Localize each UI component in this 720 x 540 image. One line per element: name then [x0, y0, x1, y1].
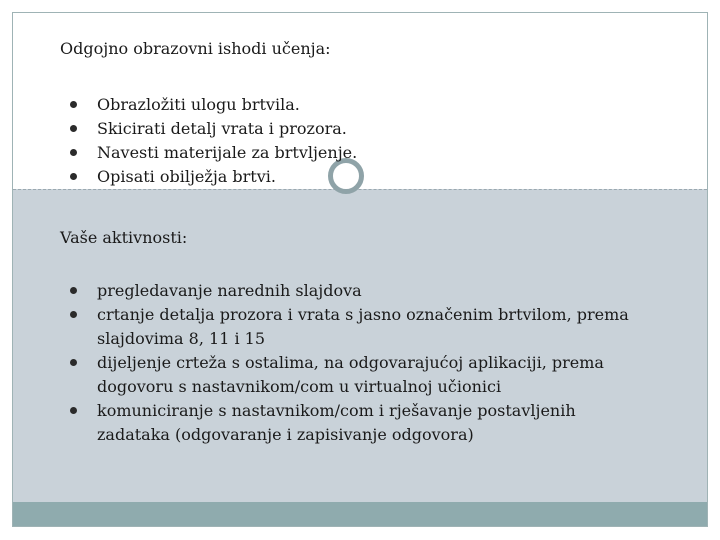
outcomes-heading: Odgojno obrazovni ishodi učenja: — [60, 39, 331, 58]
bullet-icon — [70, 173, 77, 180]
footer-bar — [13, 502, 707, 526]
bullet-icon — [70, 407, 77, 414]
list-item: Skicirati detalj vrata i prozora. — [60, 117, 357, 141]
bullet-icon — [70, 287, 77, 294]
bullet-icon — [70, 311, 77, 318]
bullet-icon — [70, 125, 77, 132]
list-item: crtanje detalja prozora i vrata s jasno označenim brtvilom, prema slajdovima 8, 11 i 15 — [60, 303, 650, 351]
list-item: Obrazložiti ulogu brtvila. — [60, 93, 357, 117]
list-item: dijeljenje crteža s ostalima, na odgovarajućoj aplikaciji, prema dogovoru s nastavnikom/com u virtualnoj učionici — [60, 351, 650, 399]
list-item: Opisati obilježja brtvi. — [60, 165, 357, 189]
list-item: Navesti materijale za brtvljenje. — [60, 141, 357, 165]
slide — [12, 12, 708, 527]
list-item: komuniciranje s nastavnikom/com i rješavanje postavljenih zadataka (odgovaranje i zapisivanje odgovora) — [60, 399, 650, 447]
activities-heading: Vaše aktivnosti: — [60, 228, 188, 247]
bullet-icon — [70, 149, 77, 156]
list-item: pregledavanje narednih slajdova — [60, 279, 650, 303]
outcomes-list — [60, 93, 357, 189]
bullet-icon — [70, 101, 77, 108]
activities-list — [60, 279, 650, 447]
bullet-icon — [70, 359, 77, 366]
panel-divider — [13, 189, 707, 200]
